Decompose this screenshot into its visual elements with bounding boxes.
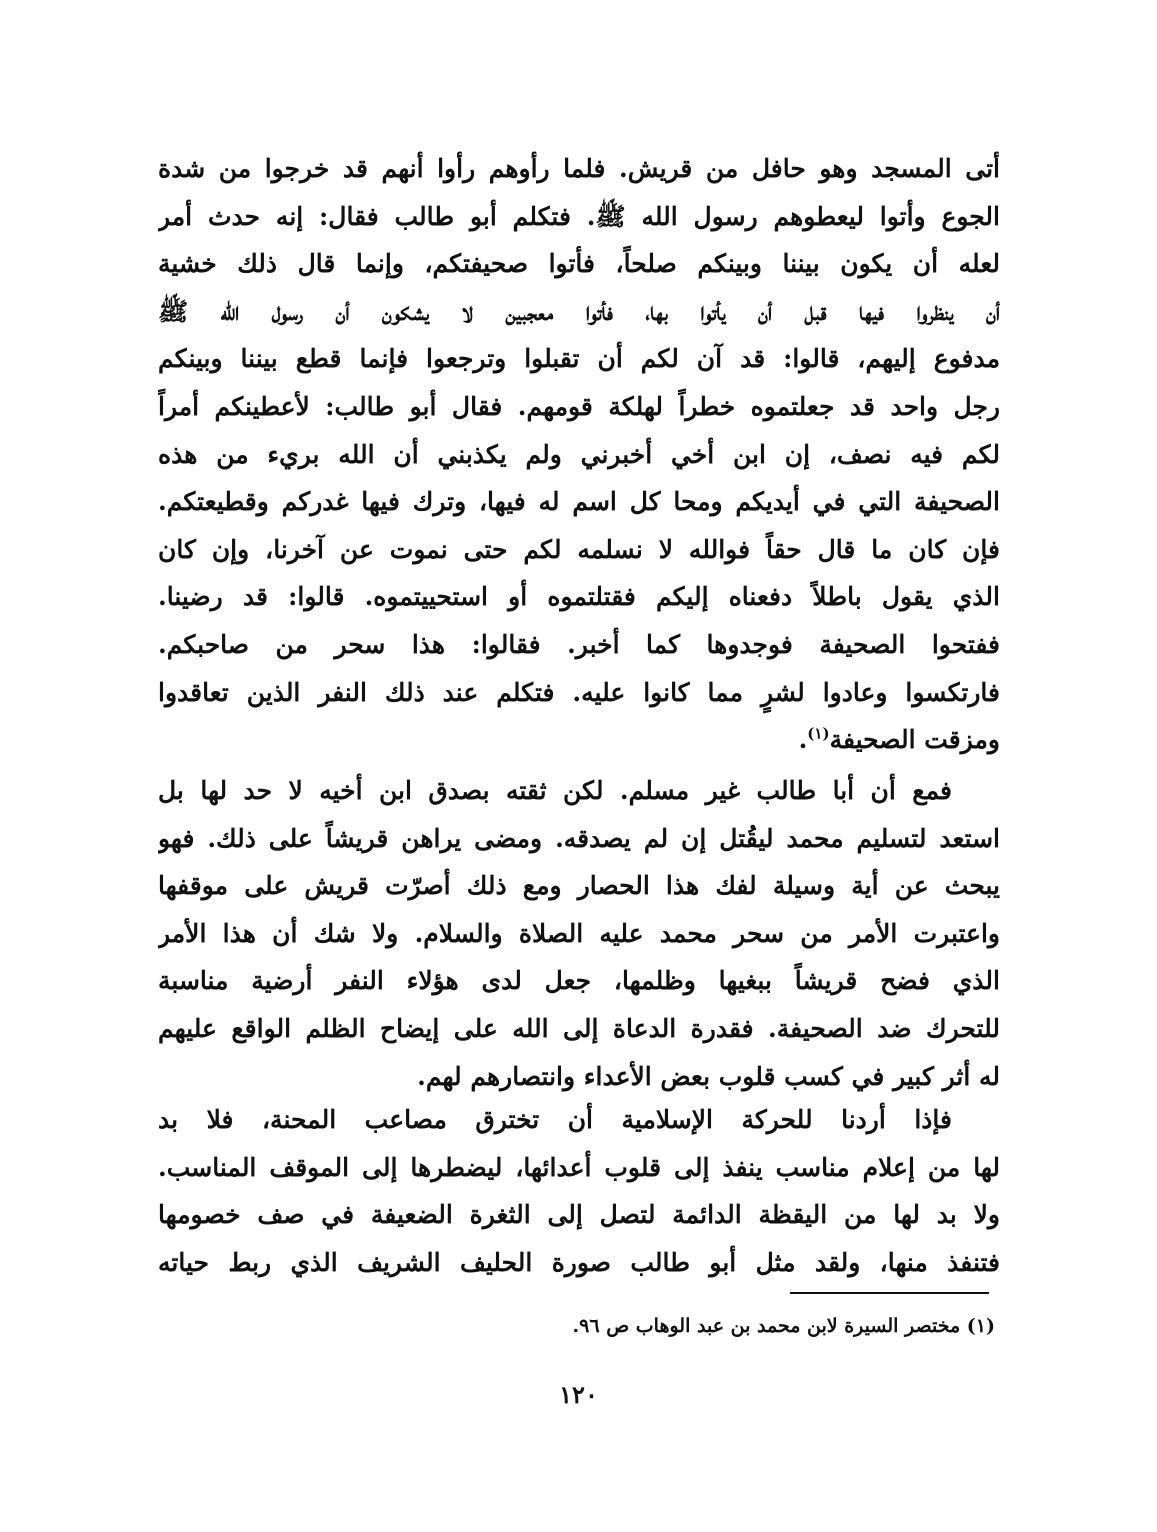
paragraph-2 — [158, 767, 1000, 1100]
text-line: رجل واحد قد جعلتموه خطراً لهلكة قومهم. فقال أبو طالب: لأعطينكم أمراً — [158, 391, 1000, 421]
text-line: لعله أن يكون بيننا وبينكم صلحاً، فأتوا صحيفتكم، وإنما قال ذلك خشية — [158, 249, 1000, 279]
text-line: لكم فيه نصف، إن ابن أخي أخبرني ولم يكذبني أن الله بريء من هذه — [158, 439, 1000, 469]
text-fragment: . — [798, 725, 808, 755]
text-line: يبحث عن أية وسيلة لفك هذا الحصار ومع ذلك أصرّت قريش على موقفها — [158, 871, 1000, 901]
footnote: (١) مختصر السيرة لابن محمد بن عبد الوهاب ص ٩٦. — [572, 1315, 995, 1337]
text-line: فإن كان ما قال حقاً فوالله لا نسلمه لكم حتى نموت عن آخرنا، وإن كان — [158, 534, 1000, 564]
text-line: أتى المسجد وهو حافل من قريش. فلما رأوهم رأوا أنهم قد خرجوا من شدة — [158, 154, 1000, 183]
text-line: فتنفذ منها، ولقد مثل أبو طالب صورة الحليف الشريف الذي ربط حياته — [158, 1247, 1000, 1277]
text-line: الذي فضح قريشاً ببغيها وظلمها، جعل لدى هؤلاء النفر أرضية مناسبة — [158, 966, 1000, 996]
paragraph-3 — [158, 1096, 1000, 1286]
text-line: ففتحوا الصحيفة فوجدوها كما أخبر. فقالوا: هذا سحر من صاحبكم. — [158, 629, 1000, 659]
text-line: أن ينظروا فيها قبل أن يأتوا بها، فأتوا معجبين لا يشكون أن رسول الله ﷺ — [158, 296, 1000, 326]
text-line: للتحرك ضد الصحيفة. فقدرة الدعاة إلى الله على إيضاح الظلم الواقع عليهم — [158, 1013, 1000, 1043]
page-number: ١٢٠ — [559, 1380, 598, 1409]
footnote-reference: (١) — [807, 724, 830, 743]
text-line: مدفوع إليهم، قالوا: قد آن لكم أن تقبلوا وترجعوا فإنما قطع بيننا وبينكم — [158, 344, 1000, 374]
text-line: لها من إعلام مناسب ينفذ إلى قلوب أعدائها، ليضطرها إلى الموقف المناسب. — [158, 1152, 1000, 1182]
text-line: الصحيفة التي في أيديكم ومحا كل اسم له فيها، وترك فيها غدركم وقطيعتكم. — [158, 487, 1000, 517]
text-line: الذي يقول باطلاً دفعناه إليكم فقتلتموه أو استحييتموه. قالوا: قد رضينا. — [158, 582, 1000, 612]
text-line: له أثر كبير في كسب قلوب بعض الأعداء وانتصارهم لهم. — [417, 1061, 1000, 1091]
text-line: استعد لتسليم محمد ليقُتل إن لم يصدقه. ومضى يراهن قريشاً على ذلك. فهو — [158, 823, 1000, 853]
text-line: ولا بد لها من اليقظة الدائمة لتصل إلى الثغرة الضعيفة في صف خصومها — [158, 1200, 1000, 1230]
footnote-divider — [790, 1292, 989, 1294]
text-line-last — [158, 716, 1000, 764]
text-line: فمع أن أبا طالب غير مسلم. لكن ثقته بصدق ابن أخيه لا حد لها بل — [158, 776, 952, 805]
text-line: فارتكسوا وعادوا لشرٍ مما كانوا عليه. فتكلم عند ذلك النفر الذين تعاقدوا — [158, 677, 1000, 707]
text-fragment: ومزقت الصحيفة — [829, 725, 1000, 755]
text-line: فإذا أردنا للحركة الإسلامية أن تخترق مصاعب المحنة، فلا بد — [158, 1105, 952, 1134]
text-line: واعتبرت الأمر من سحر محمد عليه الصلاة والسلام. ولا شك أن هذا الأمر — [158, 918, 1000, 948]
paragraph-1 — [158, 145, 1000, 764]
text-line: الجوع وأتوا ليعطوهم رسول الله ﷺ. فتكلم أبو طالب فقال: إنه حدث أمر — [158, 201, 1000, 231]
